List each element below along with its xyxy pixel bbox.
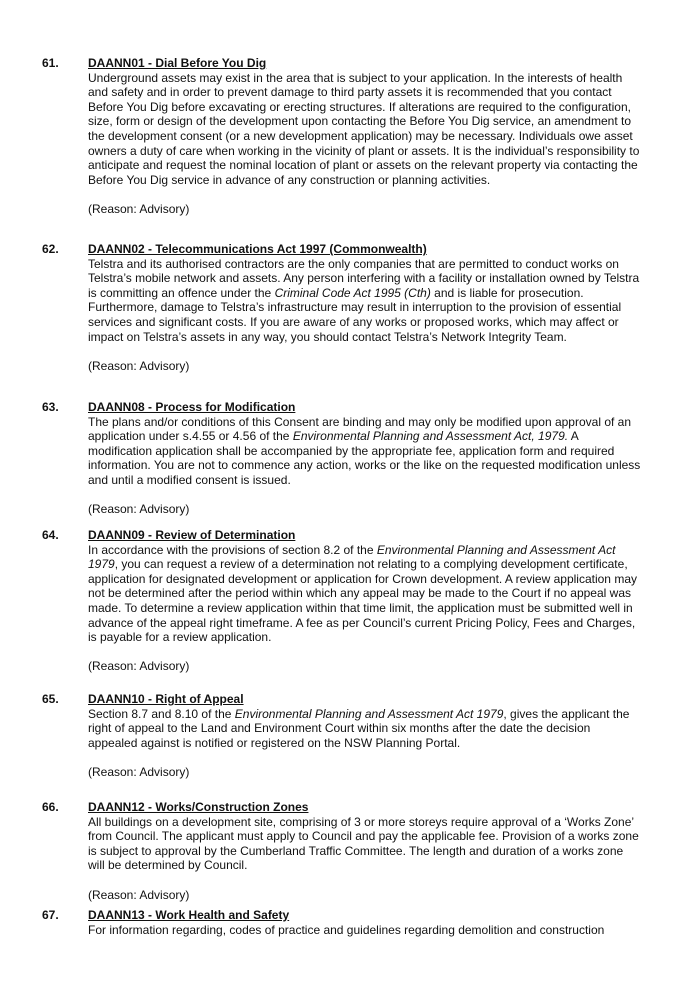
condition-reason: (Reason: Advisory): [88, 502, 190, 517]
condition-reason: (Reason: Advisory): [88, 764, 190, 779]
italic-text: Environmental Planning and Assessment Act, 1979.: [292, 429, 569, 444]
condition-number: 65.: [42, 692, 59, 706]
body-text: All buildings on a development site, comprising of 3 or more storeys require approval of a ‘Works Zone’ from Council. The applicant must apply to Council and pay the applicable fee. Provision of a works zone is subject to approval by the Cumberland Traffic Committee. The length and duration of a works zone will be determined by Council.: [88, 814, 639, 873]
italic-text: Environmental Planning and Assessment Act 1979: [234, 706, 504, 721]
italic-text: Criminal Code Act 1995 (Cth): [274, 285, 431, 300]
body-text: Telstra and its authorised contractors are the only companies that are permitted to conduct works on Telstra’s mobile network and assets. Any person interfering with a facility or installation owned by Telstra is committing an offence under the: [88, 256, 640, 300]
condition-item: [42, 692, 642, 780]
condition-paragraph: [88, 707, 642, 751]
condition-item: [42, 908, 642, 937]
condition-number: 62.: [42, 242, 59, 256]
condition-title: DAANN13 - Work Health and Safety: [88, 908, 290, 922]
condition-body: [88, 707, 642, 751]
body-text: Section 8.7 and 8.10 of the: [88, 706, 235, 721]
condition-body: [88, 815, 642, 873]
condition-body: [88, 257, 642, 345]
condition-number: 67.: [42, 908, 59, 922]
condition-title: DAANN09 - Review of Determination: [88, 528, 296, 542]
condition-title: DAANN12 - Works/Construction Zones: [88, 800, 309, 814]
condition-title: DAANN01 - Dial Before You Dig: [88, 56, 267, 70]
condition-body: [88, 923, 642, 938]
condition-reason: (Reason: Advisory): [88, 659, 190, 674]
italic-text: Environmental Planning and Assessment Act 1979: [88, 542, 616, 572]
body-text: In accordance with the provisions of section 8.2 of the: [88, 542, 377, 557]
body-text: For information regarding, codes of practice and guidelines regarding demolition and construction: [88, 922, 605, 937]
condition-title: DAANN10 - Right of Appeal: [88, 692, 244, 706]
condition-item: [42, 800, 642, 902]
condition-body: [88, 71, 642, 188]
condition-paragraph: [88, 71, 642, 188]
condition-number: 66.: [42, 800, 59, 814]
condition-number: 64.: [42, 528, 59, 542]
condition-reason: (Reason: Advisory): [88, 201, 190, 216]
condition-number: 61.: [42, 56, 59, 70]
body-text: , gives the applicant the right of appeal to the Land and Environment Court within six months after the date the decision appealed against is notified or registered on the NSW Planning Portal.: [88, 706, 630, 750]
condition-body: [88, 543, 642, 645]
body-text: , you can request a review of a determination not relating to a complying development certificate, application for designated development or application for Crown development. A review application may not be determined after the period within which any appeal may be made to the Court if no appeal was made. To determine a review application within that time limit, the application must be submitted well in advance of the appeal right timeframe. A fee as per Council’s current Pricing Policy, Fees and Charges, is payable for a review application.: [88, 557, 637, 645]
body-text: A modification application shall be accompanied by the appropriate fee, application form and required information. You are not to commence any action, works or the like on the requested modification unless and until a modified consent is issued.: [88, 429, 641, 487]
condition-item: [42, 528, 642, 674]
condition-paragraph: [88, 543, 642, 645]
condition-number: 63.: [42, 400, 59, 414]
body-text: The plans and/or conditions of this Consent are binding and may only be modified upon approval of an application under s.4.55 or 4.56 of the: [88, 414, 632, 444]
body-text: Underground assets may exist in the area that is subject to your application. In the interests of health and safety and in order to prevent damage to third party assets it is recommended that you contact Before You Dig before excavating or erecting structures. If alterations are required to the configuration, size, form or design of the development upon contacting the Before You Dig service, an amendment to the development consent (or a new development application) may be necessary. Individuals owe asset owners a duty of care when working in the vicinity of plant or assets. It is the individual’s responsibility to anticipate and request the nominal location of plant or assets on the relevant property via contacting the Before You Dig service in advance of any construction or planning activities.: [88, 70, 640, 187]
condition-item: [42, 56, 642, 217]
condition-title: DAANN02 - Telecommunications Act 1997 (Commonwealth): [88, 242, 427, 256]
condition-title: DAANN08 - Process for Modification: [88, 400, 296, 414]
condition-paragraph: [88, 257, 642, 345]
condition-paragraph: [88, 923, 642, 938]
condition-body: [88, 415, 642, 488]
condition-item: [42, 242, 642, 373]
condition-paragraph: [88, 415, 642, 488]
condition-paragraph: [88, 815, 642, 873]
condition-reason: (Reason: Advisory): [88, 887, 190, 902]
body-text: and is liable for prosecution. Furthermore, damage to Telstra’s infrastructure may result in interruption to the provision of essential services and significant costs. If you are aware of any works or proposed works, which may affect or impact on Telstra’s assets in any way, you should contact Telstra’s Network Integrity Team.: [88, 285, 622, 344]
condition-reason: (Reason: Advisory): [88, 358, 190, 373]
condition-item: [42, 400, 642, 517]
